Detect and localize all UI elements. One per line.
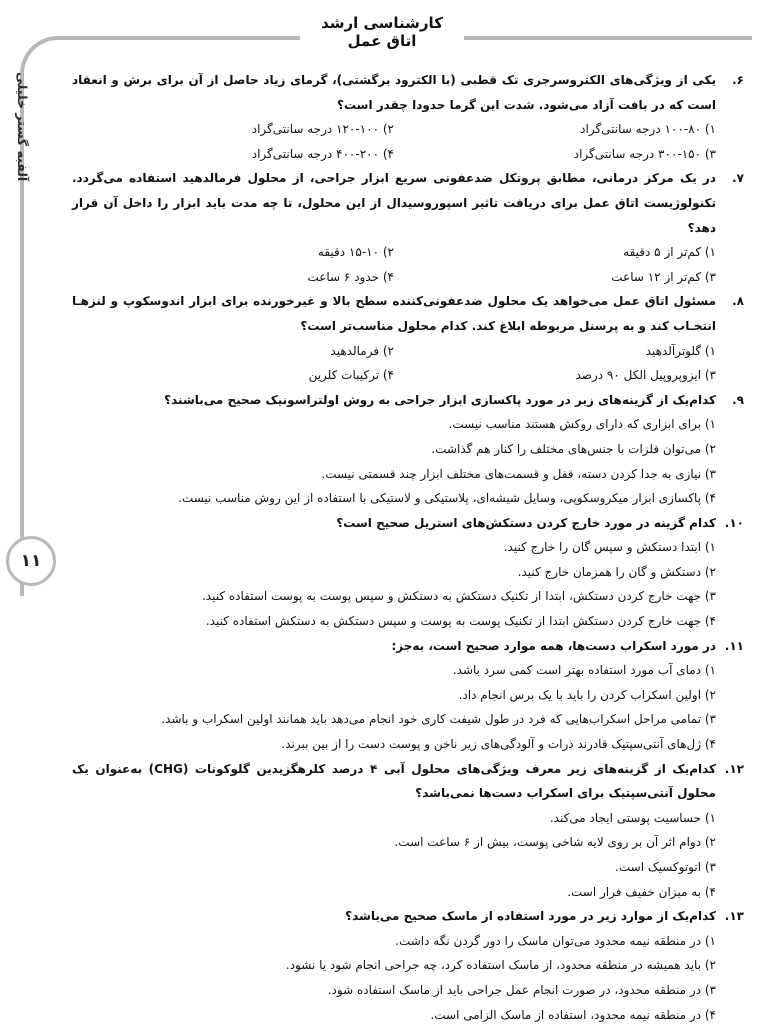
side-brand-label: آلفبه گستر خلیلی [15,72,30,182]
question-text: یکی از ویژگی‌های الکتروسرجری تک قطبی (با الکترود برگشتی)، گرمای زیاد حاصل از آن برای برش و انعقاد است که در بافت آزاد می‌شود. شدت این گرما حدودا چقدر است؟ [72,73,716,112]
option-2[interactable]: ۲) فرمالدهید [330,343,394,358]
page-title: کارشناسی ارشد اتاق عمل [300,14,464,50]
option-2[interactable]: ۲) باید همیشه در منطقه محدود، از ماسک استفاده کرد، چه جراحی انجام شود یا نشود. [285,958,716,973]
question-number: ۷. [732,171,744,186]
question-number: ۹. [732,392,744,407]
question-number: ۱۱. [724,638,744,653]
question-8 [72,289,744,387]
option-1[interactable]: ۱) گلوترآلدهید [645,343,716,358]
option-4[interactable]: ۴) پاکسازی ابزار میکروسکوپی، وسایل شیشه‌ای، پلاستیکی و لاستیکی با استفاده از این روش مناسب نیست. [178,491,716,506]
question-number: ۱۳. [724,909,744,924]
option-2[interactable]: ۲) ۱۲۰-۱۰۰ درجه سانتی‌گراد [251,122,394,137]
question-text: مسئول اتاق عمل می‌خواهد یک محلول ضدعفونی‌کننده سطح بالا و غیرخورنده برای ابزار اندوسکوپ و لنزهـا انتخـاب کند و به پرسنل مربوطه ابلاغ کند. کدام محلول مناسب‌تر است؟ [72,294,716,333]
option-1[interactable]: ۱) کم‌تر از ۵ دقیقه [623,245,716,260]
question-10 [72,511,744,634]
option-1[interactable]: ۱) برای ابزاری که دارای روکش هستند مناسب نیست. [448,417,716,432]
question-list [72,68,744,1027]
option-1[interactable]: ۱) دمای آب مورد استفاده بهتر است کمی سرد باشد. [452,663,716,678]
option-2[interactable]: ۲) دستکش و گان را همزمان خارج کنید. [517,564,716,579]
question-6 [72,68,744,166]
option-4[interactable]: ۴) به میزان خفیف فرار است. [567,884,716,899]
options-grid [72,240,716,289]
option-1[interactable]: ۱) در منطقه نیمه محدود می‌توان ماسک را دور گردن نگه داشت. [395,933,716,948]
option-1[interactable]: ۱) حساسیت پوستی ایجاد می‌کند. [549,810,716,825]
option-3[interactable]: ۳) در منطقه محدود، در صورت انجام عمل جراحی باید از ماسک استفاده شود. [327,982,716,997]
option-3[interactable]: ۳) کم‌تر از ۱۲ ساعت [611,269,716,284]
question-text: در یک مرکز درمانی، مطابق پروتکل ضدعفونی سریع ابزار جراحی، از محلول فرمالدهید استفاده می‌گردد. تکنولوژیست اتاق عمل برای دریافت تاثیر اسپوروسیدال از این محلول، تا چه مدت باید ابزار را داخل آن قرار دهد؟ [72,171,716,235]
question-text: کدام‌یک از موارد زیر در مورد استفاده از ماسک صحیح می‌باشد؟ [345,909,716,924]
option-3[interactable]: ۳) تمامی مراحل اسکراب‌هایی که فرد در طول شیفت کاری خود انجام می‌دهد باید همانند اولین اسکراب و باشد. [161,712,716,727]
option-1[interactable]: ۱) ۱۰۰-۸۰ درجه سانتی‌گراد [580,122,716,137]
question-number: ۱۰. [724,515,744,530]
option-2[interactable]: ۲) اولین اسکراب کردن را باید با یک برس انجام داد. [458,687,716,702]
question-7 [72,166,744,289]
question-number: ۱۲. [724,761,744,776]
question-13 [72,904,744,1027]
option-1[interactable]: ۱) ابتدا دستکش و سپس گان را خارج کنید. [503,540,716,555]
option-2[interactable]: ۲) می‌توان فلزات با جنس‌های مختلف را کنار هم گذاشت. [431,441,716,456]
question-text: کدام گزینه در مورد خارج کردن دستکش‌های استریل صحیح است؟ [336,515,716,530]
options-grid [72,117,716,166]
option-4[interactable]: ۴) ترکیبات کلرین [308,368,394,383]
question-text: کدام‌یک از گزینه‌های زیر در مورد پاکسازی ابزار جراحی به روش اولتراسونیک صحیح می‌باشند؟ [164,392,716,407]
question-text: در مورد اسکراب دست‌ها، همه موارد صحیح است، به‌جز: [391,638,716,653]
option-3[interactable]: ۳) اتوتوکسیک است. [615,860,716,874]
question-12 [72,757,744,905]
option-3[interactable]: ۳) نیازی به جدا کردن دسته، قفل و قسمت‌های مختلف ابزار چند قسمتی نیست. [321,466,716,481]
question-11 [72,634,744,757]
option-3[interactable]: ۳) جهت خارج کردن دستکش، ابتدا از تکنیک دستکش به دستکش و سپس پوست به پوست استفاده کنید. [201,589,716,604]
option-3[interactable]: ۳) ۳۰۰-۱۵۰ درجه سانتی‌گراد [573,146,716,161]
option-4[interactable]: ۴) در منطقه نیمه محدود، استفاده از ماسک الزامی است. [430,1007,716,1022]
options-grid [72,339,716,388]
question-text: کدام‌یک از گزینه‌های زیر معرف ویژگی‌های محلول آبی ۴ درصد کلرهگزیدین گلوکونات (CHG) به‌عنوان یک محلول آنتی‌سپتیک برای اسکراب دست‌ها نمی‌باشد؟ [72,761,717,801]
option-2[interactable]: ۲) ۱۵-۱۰ دقیقه [317,245,394,260]
question-9 [72,388,744,511]
option-2[interactable]: ۲) دوام اثر آن بر روی لایه شاخی پوست، بیش از ۶ ساعت است. [394,835,716,850]
option-4[interactable]: ۴) حدود ۶ ساعت [307,269,394,284]
option-4[interactable]: ۴) ژل‌های آنتی‌سپتیک قادرند ذرات و آلودگی‌های زیر ناخن و پوست دست را از بین ببرند. [281,737,716,752]
option-4[interactable]: ۴) جهت خارج کردن دستکش ابتدا از تکنیک پوست به پوست و سپس دستکش به دستکش استفاده کنید. [205,614,716,629]
option-4[interactable]: ۴) ۴۰۰-۲۰۰ درجه سانتی‌گراد [251,146,394,161]
page-number-badge: ۱۱ [6,536,56,586]
question-number: ۶. [732,73,744,87]
option-3[interactable]: ۳) ایزوپروپیل الکل ۹۰ درصد [575,368,716,383]
question-number: ۸. [732,294,744,309]
